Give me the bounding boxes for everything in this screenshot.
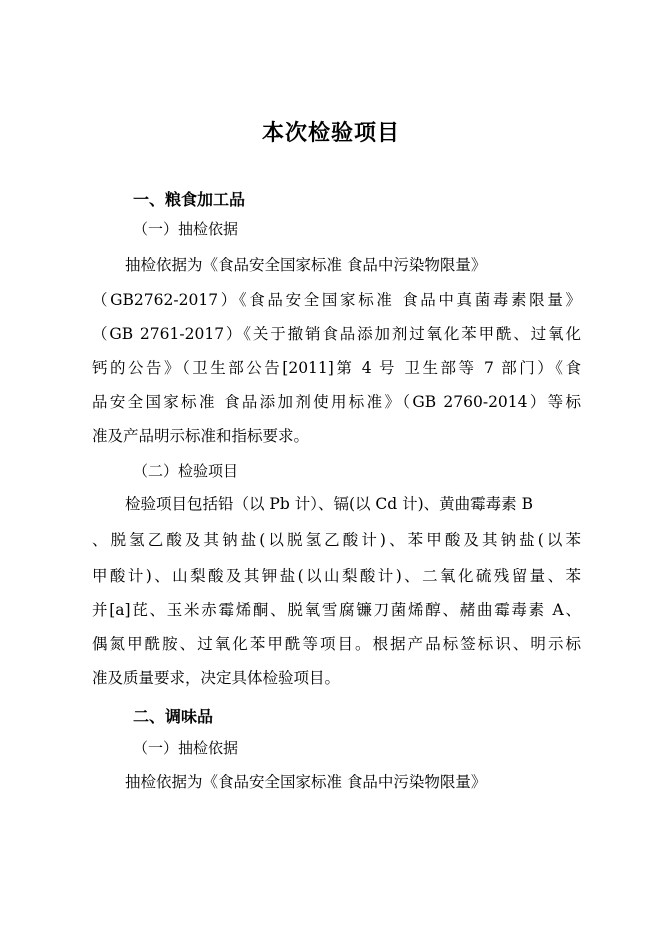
subsection-heading-basis: （一）抽检依据 bbox=[133, 739, 239, 757]
paragraph-line: 偶氮甲酰胺、过氧化苯甲酰等项目。根据产品标签标识、明示标 bbox=[92, 635, 581, 653]
paragraph-line: （GB2762-2017）《食品安全国家标准 食品中真菌毒素限量》 bbox=[92, 291, 581, 309]
paragraph-line: 准及产品明示标准和指标要求。 bbox=[92, 427, 310, 445]
paragraph-line: （GB 2761-2017）《关于撤销食品添加剂过氧化苯甲酰、过氧化 bbox=[92, 325, 581, 343]
paragraph-line: 、脱氢乙酸及其钠盐(以脱氢乙酸计)、苯甲酸及其钠盐(以苯 bbox=[92, 531, 581, 549]
paragraph-line: 钙的公告》（卫生部公告[2011]第 4 号 卫生部等 7 部门）《食 bbox=[92, 359, 581, 377]
subsection-heading-basis: （一）抽检依据 bbox=[133, 220, 239, 238]
paragraph-line: 抽检依据为《食品安全国家标准 食品中污染物限量》 bbox=[125, 773, 487, 791]
paragraph-line: 并[a]芘、玉米赤霉烯酮、脱氧雪腐镰刀菌烯醇、赭曲霉毒素 A、 bbox=[92, 601, 581, 619]
paragraph-line: 准及质量要求，决定具体检验项目。 bbox=[92, 669, 341, 687]
paragraph-line: 甲酸计)、山梨酸及其钾盐(以山梨酸计)、二氧化硫残留量、苯 bbox=[92, 567, 581, 585]
subsection-heading-items: （二）检验项目 bbox=[133, 462, 239, 480]
paragraph-line: 品安全国家标准 食品添加剂使用标准》（GB 2760-2014）等标 bbox=[92, 393, 581, 411]
section-heading-condiments: 二、调味品 bbox=[133, 707, 214, 726]
page-title: 本次检验项目 bbox=[261, 120, 400, 146]
section-heading-grain-products: 一、粮食加工品 bbox=[133, 190, 246, 209]
paragraph-line: 检验项目包括铅（以 Pb 计）、镉(以 Cd 计)、黄曲霉毒素 B bbox=[125, 495, 534, 513]
paragraph-line: 抽检依据为《食品安全国家标准 食品中污染物限量》 bbox=[125, 256, 487, 274]
